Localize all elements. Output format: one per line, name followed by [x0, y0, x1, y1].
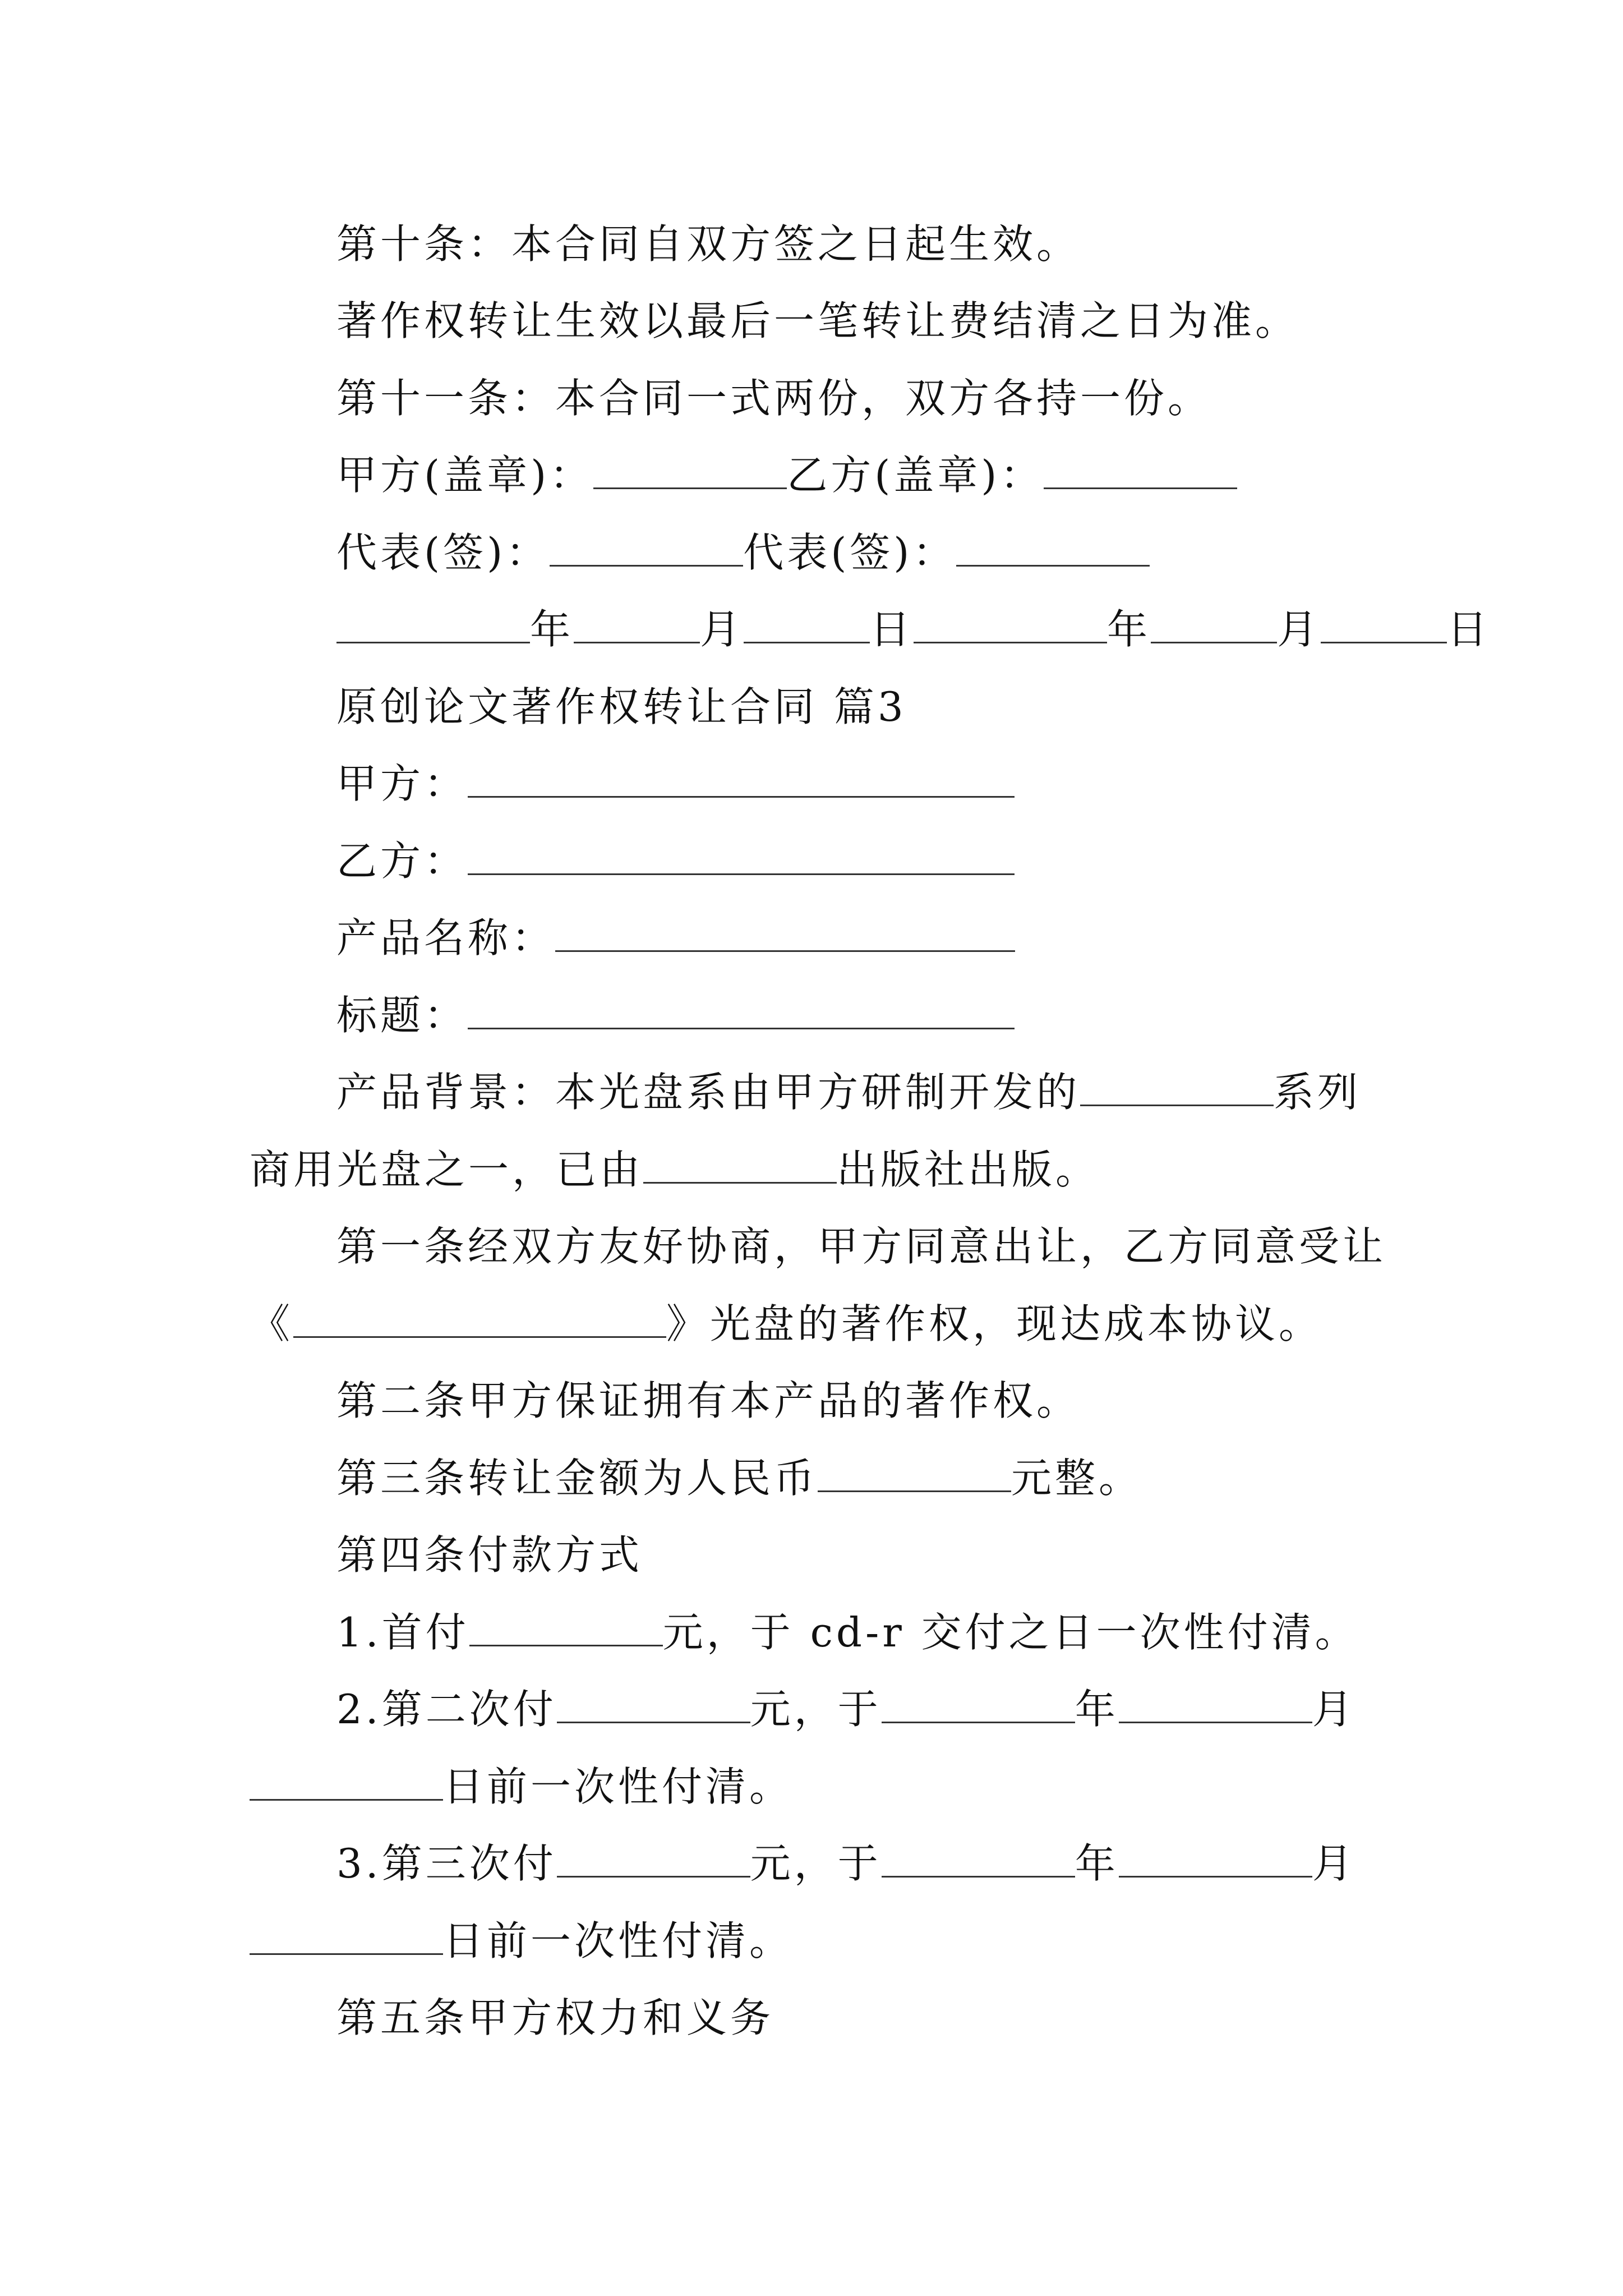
publisher-blank — [643, 1142, 837, 1184]
payment-3-year-blank — [882, 1835, 1075, 1878]
month-a-label: 月 — [700, 606, 744, 653]
payment-3-line-2 — [0, 1913, 1623, 1969]
payment-2-month-blank — [1119, 1681, 1312, 1723]
representative-b-blank — [956, 524, 1150, 567]
payment-2-day-blank — [250, 1759, 443, 1801]
payment-3-line-1 — [0, 1835, 1623, 1892]
signing-date-line — [0, 601, 1623, 657]
product-background-line-1 — [0, 1064, 1623, 1120]
payment-3-day-blank — [250, 1913, 443, 1955]
year-a-label: 年 — [530, 606, 574, 653]
clause-5: 第五条甲方权力和义务 — [336, 1994, 774, 2041]
open-quote: 《 — [250, 1300, 294, 1347]
payment-3-amount-blank — [557, 1835, 750, 1878]
month-a-blank — [574, 601, 700, 643]
clause-3-text-1: 第三条转让金额为人民币 — [336, 1455, 818, 1502]
clause-10: 第十条：本合同自双方签之日起生效。 — [336, 220, 1081, 268]
year-b-label: 年 — [1107, 606, 1151, 653]
representative-b-label: 代表(签)： — [743, 529, 957, 576]
background-text-2: 系列 — [1274, 1069, 1362, 1116]
disc-title-blank — [293, 1296, 666, 1338]
representative-a-blank — [550, 524, 743, 567]
party-b-label: 乙方： — [336, 838, 468, 885]
month-b-blank — [1151, 601, 1277, 643]
amount-blank — [818, 1450, 1011, 1492]
year-a-blank — [336, 601, 530, 643]
payment-1 — [0, 1604, 1623, 1660]
payment-2-text-2: 元，于 — [750, 1686, 882, 1733]
product-background-line-2 — [0, 1142, 1623, 1198]
clause-1-line-2 — [0, 1296, 1623, 1352]
background-text-1: 产品背景：本光盘系由甲方研制开发的 — [336, 1069, 1081, 1116]
party-b-line — [0, 833, 1623, 889]
payment-3-month-blank — [1119, 1835, 1312, 1878]
clause-11: 第十一条：本合同一式两份，双方各持一份。 — [336, 375, 1212, 422]
payment-2-line-1 — [0, 1681, 1623, 1737]
title-label: 标题： — [336, 992, 468, 1039]
series-blank — [1080, 1064, 1274, 1106]
party-a-blank — [468, 756, 1015, 798]
day-a-blank — [744, 601, 870, 643]
party-a-line — [0, 756, 1623, 812]
clause-1-line-1: 第一条经双方友好协商，甲方同意出让，乙方同意受让 — [336, 1223, 1387, 1270]
payment-1-amount-blank — [469, 1604, 663, 1646]
year-b-blank — [914, 601, 1107, 643]
payment-3-text-2: 元，于 — [750, 1840, 882, 1887]
payment-1-text-2: 元，于 cd-r 交付之日一次性付清。 — [662, 1609, 1359, 1656]
section-heading: 原创论文著作权转让合同 篇3 — [336, 683, 907, 730]
day-b-blank — [1321, 601, 1447, 643]
party-b-seal-blank — [1044, 447, 1237, 489]
payment-3-year-label: 年 — [1075, 1840, 1119, 1887]
party-a-seal-blank — [593, 447, 787, 489]
clause-2: 第二条甲方保证拥有本产品的著作权。 — [336, 1377, 1081, 1424]
payment-2-month-label: 月 — [1312, 1686, 1356, 1733]
background-text-3: 商用光盘之一，已由 — [250, 1146, 644, 1193]
background-text-4: 出版社出版。 — [837, 1146, 1100, 1193]
transfer-effective-clause: 著作权转让生效以最后一笔转让费结清之日为准。 — [336, 297, 1299, 344]
party-a-seal-label: 甲方(盖章)： — [336, 452, 594, 499]
seal-line — [0, 447, 1623, 503]
payment-2-amount-blank — [557, 1681, 750, 1723]
payment-3-text-1: 3.第三次付 — [336, 1840, 557, 1887]
party-b-seal-label: 乙方(盖章)： — [787, 452, 1044, 499]
clause-3-text-2: 元整。 — [1011, 1455, 1143, 1502]
clause-3 — [0, 1450, 1623, 1506]
day-a-label: 日 — [870, 606, 914, 653]
payment-2-year-blank — [882, 1681, 1075, 1723]
party-a-label: 甲方： — [336, 760, 468, 807]
payment-2-text-end: 日前一次性付清。 — [443, 1763, 794, 1810]
payment-2-line-2 — [0, 1759, 1623, 1815]
clause-1-text-2: 》光盘的著作权，现达成本协议。 — [666, 1300, 1323, 1347]
party-b-blank — [468, 833, 1015, 875]
product-name-line — [0, 910, 1623, 966]
month-b-label: 月 — [1277, 606, 1321, 653]
payment-3-month-label: 月 — [1312, 1840, 1356, 1887]
title-blank — [468, 987, 1015, 1029]
representative-a-label: 代表(签)： — [336, 529, 550, 576]
clause-4: 第四条付款方式 — [336, 1531, 643, 1579]
payment-2-text-1: 2.第二次付 — [336, 1686, 557, 1733]
day-b-label: 日 — [1447, 606, 1491, 653]
payment-1-text-1: 1.首付 — [336, 1609, 469, 1656]
product-name-label: 产品名称： — [336, 914, 556, 961]
product-name-blank — [555, 910, 1015, 952]
title-line — [0, 987, 1623, 1043]
payment-3-text-end: 日前一次性付清。 — [443, 1917, 794, 1964]
representative-line — [0, 524, 1623, 581]
payment-2-year-label: 年 — [1075, 1686, 1119, 1733]
